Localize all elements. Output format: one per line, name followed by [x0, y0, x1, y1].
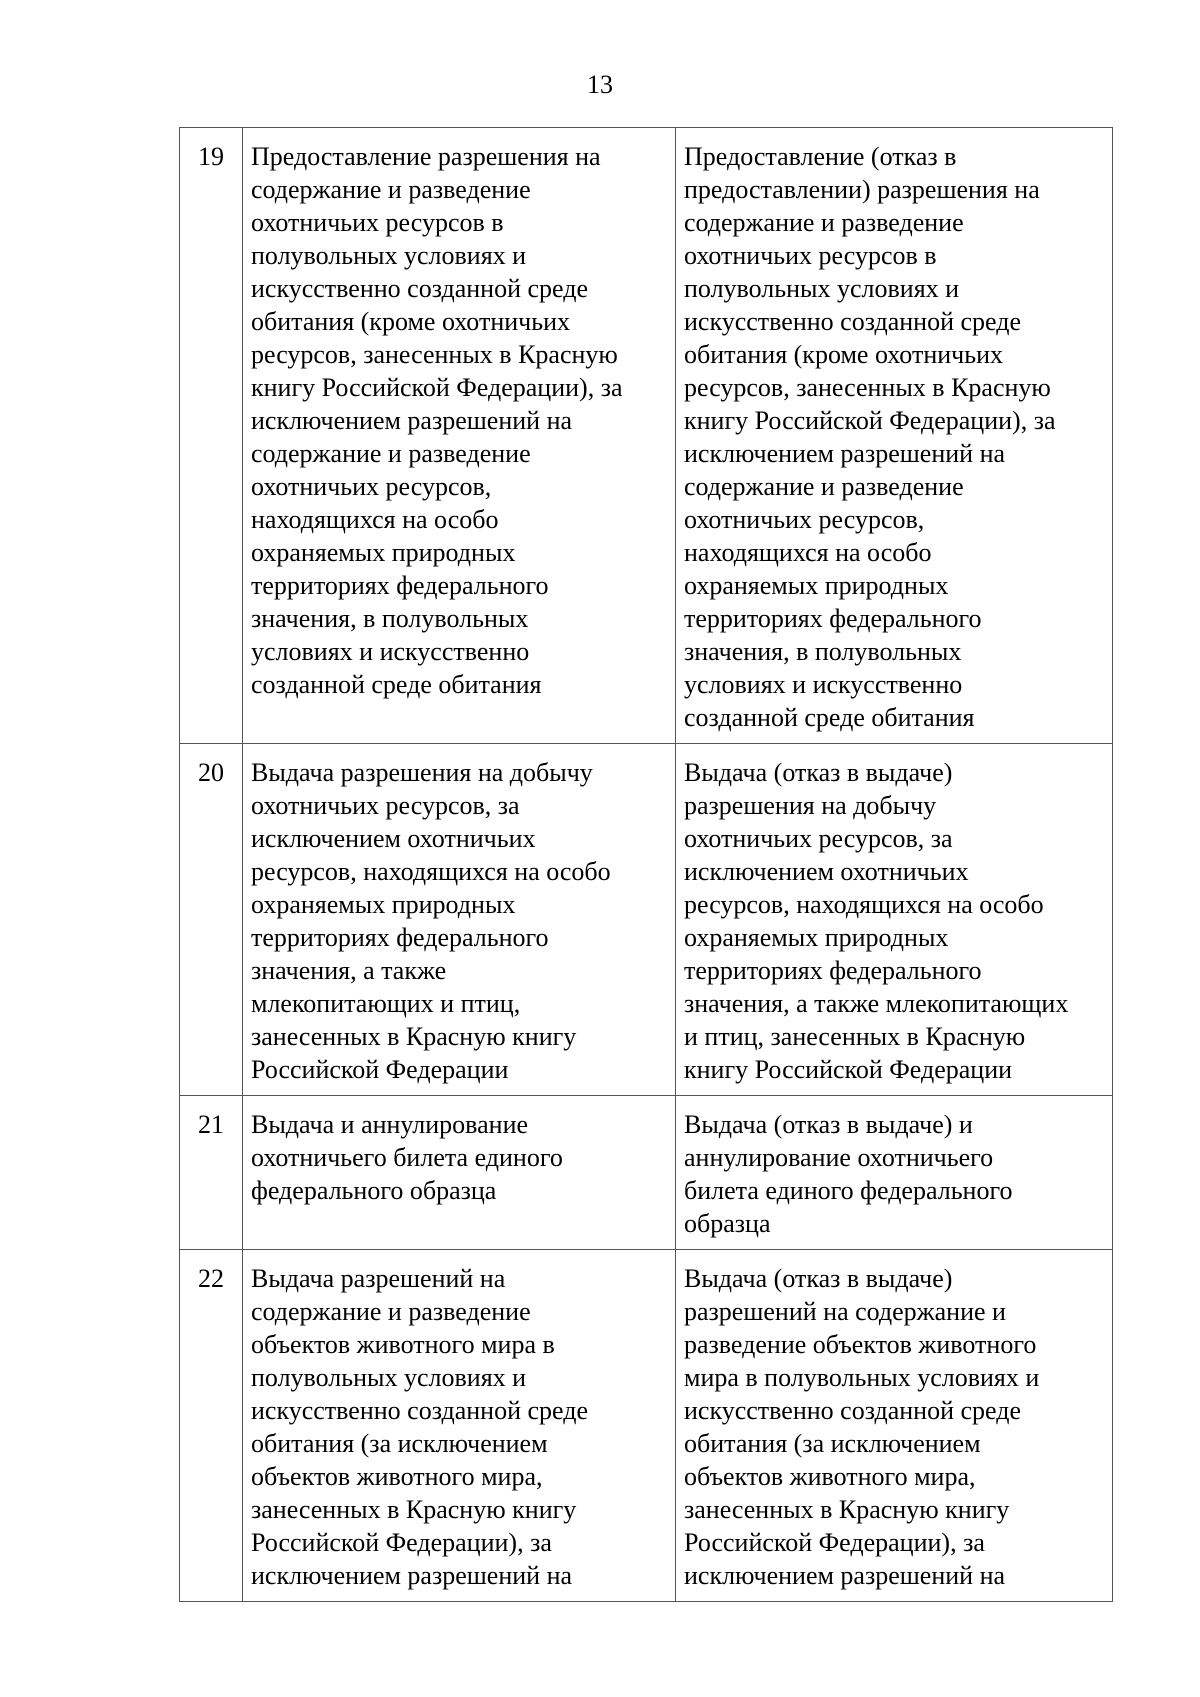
service-result-line: Выдача (отказ в выдаче)	[684, 758, 953, 787]
service-result-line: находящихся на особо	[684, 538, 932, 567]
service-result-line: разрешения на добычу	[684, 791, 937, 820]
service-name-line: полувольных условиях и	[251, 1363, 527, 1392]
service-name-line: содержание и разведение	[251, 1297, 531, 1326]
service-name-line: содержание и разведение	[251, 439, 531, 468]
service-result-line: билета единого федерального	[684, 1176, 1013, 1205]
service-result-line: охраняемых природных	[684, 571, 949, 600]
service-name-line: охотничьего билета единого	[251, 1143, 563, 1172]
service-name-line: ресурсов, занесенных в Красную	[251, 340, 618, 369]
row-number: 22	[180, 1250, 243, 1602]
service-result-line: предоставлении) разрешения на	[684, 175, 1040, 204]
service-name-line: охраняемых природных	[251, 890, 516, 919]
service-name-line: значения, а также	[251, 956, 447, 985]
service-name-line: содержание и разведение	[251, 175, 531, 204]
service-result-cell	[676, 1096, 1113, 1250]
service-name-line: значения, в полувольных	[251, 604, 529, 633]
table-row	[180, 1096, 1113, 1250]
table-row	[180, 128, 1113, 744]
service-name-cell	[243, 744, 676, 1096]
service-name-line: занесенных в Красную книгу	[251, 1495, 577, 1524]
service-result-line: искусственно созданной среде	[684, 307, 1022, 336]
service-result-line: искусственно созданной среде	[684, 1396, 1022, 1425]
service-name-line: занесенных в Красную книгу	[251, 1022, 577, 1051]
service-name-line: федерального образца	[251, 1176, 497, 1205]
service-name-line: находящихся на особо	[251, 505, 499, 534]
service-result-line: значения, в полувольных	[684, 637, 962, 666]
service-result-cell	[676, 128, 1113, 744]
table-row	[180, 1250, 1113, 1602]
service-name-line: обитания (кроме охотничьих	[251, 307, 570, 336]
service-result-line: условиях и искусственно	[684, 670, 963, 699]
service-name-line: охотничьих ресурсов,	[251, 472, 492, 501]
service-name-line: созданной среде обитания	[251, 670, 542, 699]
service-result-line: территориях федерального	[684, 956, 982, 985]
service-result-line: содержание и разведение	[684, 208, 964, 237]
service-result-line: значения, а также млекопитающих	[684, 989, 1069, 1018]
service-result-cell	[676, 744, 1113, 1096]
service-name-line: искусственно созданной среде	[251, 1396, 589, 1425]
services-table	[179, 127, 1113, 1602]
service-name-line: Российской Федерации), за	[251, 1528, 552, 1557]
service-result-line: Выдача (отказ в выдаче) и	[684, 1110, 973, 1139]
service-result-line: мира в полувольных условиях и	[684, 1363, 1040, 1392]
service-result-line: и птиц, занесенных в Красную	[684, 1022, 1026, 1051]
service-name-line: Российской Федерации	[251, 1055, 509, 1084]
service-result-cell	[676, 1250, 1113, 1602]
service-name-line: полувольных условиях и	[251, 241, 527, 270]
service-name-line: искусственно созданной среде	[251, 274, 589, 303]
service-result-line: книгу Российской Федерации	[684, 1055, 1013, 1084]
service-name-line: объектов животного мира в	[251, 1330, 555, 1359]
service-name-line: исключением охотничьих	[251, 824, 536, 853]
service-result-line: книгу Российской Федерации), за	[684, 406, 1056, 435]
service-name-line: Выдача разрешений на	[251, 1264, 506, 1293]
service-result-line: исключением разрешений на	[684, 439, 1006, 468]
service-name-line: условиях и искусственно	[251, 637, 530, 666]
service-result-line: полувольных условиях и	[684, 274, 960, 303]
service-name-line: охотничьих ресурсов, за	[251, 791, 520, 820]
service-result-line: созданной среде обитания	[684, 703, 975, 732]
service-name-cell	[243, 1096, 676, 1250]
service-result-line: исключением разрешений на	[684, 1561, 1006, 1590]
table-body	[180, 128, 1113, 1602]
service-result-line: территориях федерального	[684, 604, 982, 633]
service-name-cell	[243, 128, 676, 744]
service-name-line: объектов животного мира,	[251, 1462, 543, 1491]
service-result-line: охотничьих ресурсов, за	[684, 824, 953, 853]
service-result-line: охотничьих ресурсов в	[684, 241, 937, 270]
row-number: 20	[180, 744, 243, 1096]
service-name-line: обитания (за исключением	[251, 1429, 548, 1458]
service-result-line: обитания (кроме охотничьих	[684, 340, 1003, 369]
service-name-cell	[243, 1250, 676, 1602]
service-name-line: млекопитающих и птиц,	[251, 989, 521, 1018]
service-result-line: обитания (за исключением	[684, 1429, 981, 1458]
service-name-line: ресурсов, находящихся на особо	[251, 857, 611, 886]
row-number: 21	[180, 1096, 243, 1250]
page-number: 13	[587, 70, 613, 99]
service-name-line: Выдача разрешения на добычу	[251, 758, 593, 787]
service-result-line: занесенных в Красную книгу	[684, 1495, 1010, 1524]
service-result-line: исключением охотничьих	[684, 857, 969, 886]
service-name-line: Предоставление разрешения на	[251, 142, 601, 171]
service-result-line: Российской Федерации), за	[684, 1528, 985, 1557]
service-name-line: книгу Российской Федерации), за	[251, 373, 623, 402]
service-result-line: ресурсов, занесенных в Красную	[684, 373, 1051, 402]
service-result-line: ресурсов, находящихся на особо	[684, 890, 1044, 919]
service-name-line: охраняемых природных	[251, 538, 516, 567]
service-result-line: Выдача (отказ в выдаче)	[684, 1264, 953, 1293]
service-name-line: территориях федерального	[251, 571, 549, 600]
table-row	[180, 744, 1113, 1096]
service-name-line: территориях федерального	[251, 923, 549, 952]
service-result-line: образца	[684, 1209, 771, 1238]
service-result-line: Предоставление (отказ в	[684, 142, 957, 171]
service-result-line: аннулирование охотничьего	[684, 1143, 994, 1172]
service-result-line: разрешений на содержание и	[684, 1297, 1006, 1326]
service-result-line: содержание и разведение	[684, 472, 964, 501]
service-name-line: Выдача и аннулирование	[251, 1110, 529, 1139]
service-result-line: разведение объектов животного	[684, 1330, 1037, 1359]
service-result-line: охотничьих ресурсов,	[684, 505, 925, 534]
service-name-line: исключением разрешений на	[251, 406, 573, 435]
service-name-line: охотничьих ресурсов в	[251, 208, 504, 237]
row-number: 19	[180, 128, 243, 744]
service-name-line: исключением разрешений на	[251, 1561, 573, 1590]
service-result-line: охраняемых природных	[684, 923, 949, 952]
service-result-line: объектов животного мира,	[684, 1462, 976, 1491]
